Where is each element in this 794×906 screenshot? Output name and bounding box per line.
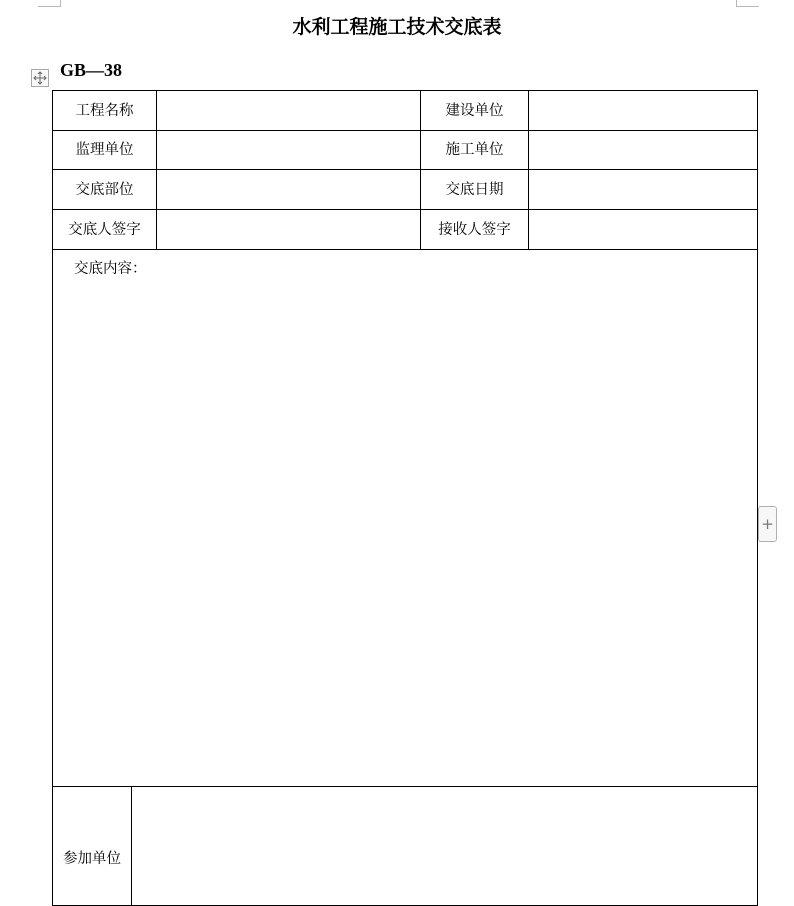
label-handover-date: 交底日期 [420,169,529,210]
page-corner-mark-right [736,0,759,7]
field-receiver-signature[interactable] [528,209,758,250]
label-supervision-unit: 监理单位 [52,130,157,170]
participants-label: 参加单位 [63,851,121,867]
field-project-name[interactable] [156,90,421,131]
field-handover-date[interactable] [528,169,758,210]
label-project-name: 工程名称 [52,90,157,131]
field-handover-signature[interactable] [156,209,421,250]
field-owner-unit[interactable] [528,90,758,131]
label-handover-signature: 交底人签字 [52,209,157,250]
field-construction-unit[interactable] [528,130,758,170]
content-label: 交底内容： [74,261,147,277]
move-arrows-icon [33,71,47,85]
table-move-handle[interactable] [31,69,49,87]
plus-icon: + [761,514,774,533]
handover-form-table [52,90,758,890]
field-supervision-unit[interactable] [156,130,421,170]
document-title: 水利工程施工技术交底表 [292,16,502,38]
form-code: GB—38 [60,60,123,80]
label-handover-location: 交底部位 [52,169,157,210]
label-owner-unit: 建设单位 [420,90,529,131]
page-corner-mark-left [38,0,61,7]
handover-content-area[interactable] [52,249,758,787]
participants-field[interactable] [131,786,758,906]
label-construction-unit: 施工单位 [420,130,529,170]
add-row-button[interactable] [758,506,777,542]
label-receiver-signature: 接收人签字 [420,209,529,250]
field-handover-location[interactable] [156,169,421,210]
participants-label-cell [52,786,132,906]
